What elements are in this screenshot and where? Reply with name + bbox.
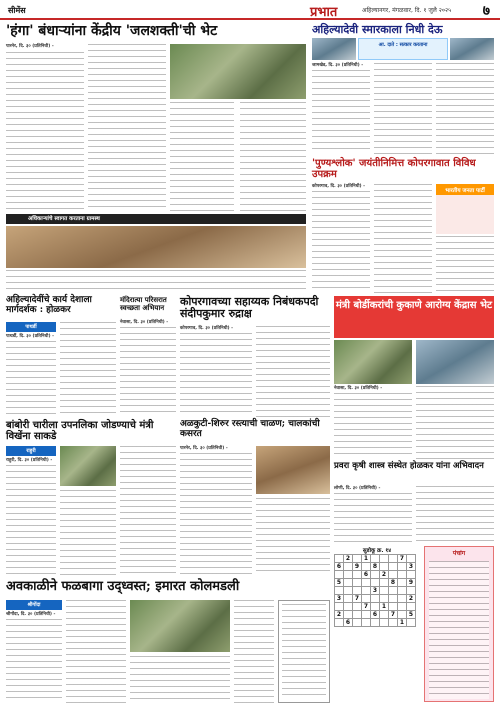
mandir-body [120, 327, 176, 417]
sudoku-cell [398, 563, 407, 571]
rudraksh-body-col2 [256, 326, 330, 417]
kolamdali-body-col1 [6, 619, 62, 703]
sudoku-row [335, 603, 416, 611]
bjp-banner-text: भारतीय जनता पार्टी [445, 188, 485, 194]
mandir-dateline: नेवासा, दि. ३० (प्रतिनिधी) - [120, 320, 169, 325]
newspaper-logo: प्रभात [310, 5, 338, 20]
sudoku-cell [362, 587, 371, 595]
punyashlok-dateline: कोपरगाव, दि. ३० (प्रतिनिधी) - [312, 184, 366, 189]
sudoku-cell [335, 571, 344, 579]
side-note-box [278, 600, 330, 703]
sudoku-cell [362, 595, 371, 603]
jalshakti-dateline: पारनेर, दि. ३० (प्रतिनिधी) - [6, 44, 54, 49]
arogya-headline-box [334, 296, 494, 338]
jalshakti-body-col3 [170, 102, 234, 212]
sudoku-cell [389, 555, 398, 563]
sudoku-cell [407, 571, 416, 579]
arogya-photo-left [334, 340, 412, 384]
bjp-banner [436, 184, 494, 234]
kolamdali-photo [130, 600, 230, 652]
sudoku-cell [380, 579, 389, 587]
holkar-body-col1 [6, 341, 56, 417]
sudoku-cell: 2 [335, 611, 344, 619]
punyashlok-body-col1 [312, 191, 370, 293]
sudoku-row [335, 619, 416, 627]
kolamdali-body-col2 [66, 600, 126, 703]
jalshakti-body-col1 [6, 52, 84, 212]
sudoku-cell: 1 [362, 555, 371, 563]
sudoku-cell: 9 [407, 579, 416, 587]
ahilyadevi-photo-right [450, 38, 494, 60]
arogya-headline: मंत्री बोर्डीकरांची कुकाणे आरोग्य केंद्रास भेट [335, 300, 493, 311]
sudoku-cell: 8 [389, 579, 398, 587]
ahilyadevi-dateline: जामखेड, दि. ३० (प्रतिनिधी) - [312, 63, 364, 68]
sudoku-cell [380, 555, 389, 563]
holkar-headline: अहिल्यादेवींचे कार्य देशाला मार्गदर्शक : होळकर [6, 295, 92, 315]
sudoku-cell [380, 619, 389, 627]
pravara-body-col1 [334, 493, 412, 543]
altkuti-headline: अळकुटी-शिरुर रस्त्याची चाळण; चालकांची कसरत [180, 419, 320, 439]
sudoku-cell [389, 587, 398, 595]
sudoku-cell [398, 603, 407, 611]
ahilyadevi-body-col1 [312, 70, 370, 154]
sudoku-cell [371, 555, 380, 563]
sudoku-cell: 6 [344, 619, 353, 627]
sudoku-row [335, 579, 416, 587]
bambori-body-col1 [6, 465, 56, 575]
sudoku-cell: 7 [389, 611, 398, 619]
ahilyadevi-kicker: आ. दाते : सत्कार करताना [358, 38, 448, 60]
sudoku-cell [353, 571, 362, 579]
jalshakti-photo [170, 44, 306, 99]
altkuti-dateline: पारनेर, दि. ३० (प्रतिनिधी) - [180, 446, 228, 451]
kolamdali-body-col3 [130, 656, 230, 703]
sudoku-cell [344, 587, 353, 595]
sudoku-cell [398, 571, 407, 579]
sudoku-cell [335, 619, 344, 627]
kolamdali-side-heading: श्रीगोंदा [6, 600, 62, 610]
sudoku-cell: 7 [398, 555, 407, 563]
sudoku-cell [335, 587, 344, 595]
sudoku-cell: 6 [371, 611, 380, 619]
sudoku-cell: 3 [335, 595, 344, 603]
sudoku-cell [407, 603, 416, 611]
side-note-body [282, 604, 326, 699]
arogya-photo-right [416, 340, 494, 384]
holkar-side-heading: पाथर्डी [6, 322, 56, 332]
sudoku-cell [407, 587, 416, 595]
bambori-body-col2 [60, 490, 116, 575]
arogya-dateline: नेवासा, दि. ३० (प्रतिनिधी) - [334, 386, 383, 391]
panchang-heading: पंचांग [452, 550, 466, 557]
sudoku-cell [371, 579, 380, 587]
sudoku-cell [344, 571, 353, 579]
sudoku-cell [389, 619, 398, 627]
sudoku-cell: 9 [353, 563, 362, 571]
kolamdali-dateline: श्रीगोंदा, दि. ३० (प्रतिनिधी) - [6, 612, 56, 617]
ahilyadevi-body-col2 [374, 63, 432, 154]
photo-caption-bar: अधिकाऱ्यांचे स्वागत करताना ग्रामस्थ [6, 214, 306, 224]
sudoku-title: सुडोकू क्र. १४ [362, 548, 392, 554]
sudoku-cell [389, 595, 398, 603]
arogya-body-col1 [334, 393, 412, 459]
sudoku-cell [335, 555, 344, 563]
sudoku-row [335, 571, 416, 579]
sudoku-cell: 3 [407, 563, 416, 571]
sudoku-cell [371, 595, 380, 603]
holkar-body-col2 [60, 322, 116, 417]
sudoku-cell [353, 587, 362, 595]
sudoku-cell: 3 [371, 587, 380, 595]
sudoku-cell [380, 563, 389, 571]
sudoku-cell [362, 619, 371, 627]
punyashlok-body-col2 [374, 184, 432, 293]
sudoku-cell [353, 611, 362, 619]
sudoku-cell: 7 [362, 603, 371, 611]
punyashlok-headline: 'पुण्यश्लोक' जयंतीनिमित्त कोपरगावात विविध उपक्रम [312, 158, 476, 180]
sudoku-cell [371, 603, 380, 611]
pravara-body-col2 [416, 486, 494, 543]
jalshakti-headline: 'हंगा' बंधाऱ्यांना केंद्रीय 'जलशक्ती'ची भेट [6, 23, 218, 39]
wide-photo-caption [6, 270, 306, 292]
issue-date: अहिल्यानगर, मंगळवार, दि. १ जुलै २०२५ [362, 7, 452, 14]
sudoku-cell [371, 619, 380, 627]
sudoku-cell [389, 571, 398, 579]
sudoku-cell [353, 555, 362, 563]
sudoku-row [335, 555, 416, 563]
sudoku-cell [344, 603, 353, 611]
sudoku-cell [398, 595, 407, 603]
kolamdali-body-col4 [234, 600, 274, 703]
sudoku-cell [398, 587, 407, 595]
sudoku-cell [344, 595, 353, 603]
sudoku-cell: 1 [380, 603, 389, 611]
altkuti-photo [256, 446, 330, 494]
panchang-body [429, 561, 489, 699]
rudraksh-headline: कोपरगावच्या सहाय्यक निबंधकपदी संदीपकुमार रुद्राक्ष [180, 295, 319, 321]
sudoku-cell [407, 619, 416, 627]
sudoku-cell [371, 571, 380, 579]
sudoku-cell [389, 563, 398, 571]
bambori-dateline: राहुरी, दि. ३० (प्रतिनिधी) - [6, 458, 53, 463]
mandir-headline: मंदिरात्या परिसरात स्वच्छता अभियान [120, 295, 167, 312]
sudoku-cell: 2 [344, 555, 353, 563]
sudoku-cell [344, 579, 353, 587]
kolamdali-headline: अवकाळीने फळबागा उद्ध्वस्त; इमारत कोलमडली [6, 579, 240, 594]
sudoku-cell [353, 619, 362, 627]
sudoku-cell: 1 [398, 619, 407, 627]
ahilyadevi-body-col3 [436, 63, 494, 154]
sudoku-cell: 7 [353, 595, 362, 603]
sudoku-cell [380, 595, 389, 603]
sudoku-cell [380, 611, 389, 619]
pravara-headline: प्रवरा कृषी शास्त्र संस्थेत होळकर यांना अभिवादन [334, 461, 484, 471]
sudoku-cell: 5 [407, 611, 416, 619]
sudoku-cell [398, 611, 407, 619]
panchang-box [424, 546, 494, 702]
holkar-dateline: पाथर्डी, दि. ३० (प्रतिनिधी) - [6, 334, 54, 339]
sudoku-cell [389, 603, 398, 611]
sudoku-row [335, 595, 416, 603]
altkuti-body-col2 [256, 498, 330, 575]
rudraksh-dateline: कोपरगाव, दि. ३० (प्रतिनिधी) - [180, 326, 234, 331]
bambori-photo [60, 446, 116, 486]
sudoku-cell: 2 [407, 595, 416, 603]
bambori-headline: बांबोरी चारीला उपनलिका जोडण्याचे मंत्री विखेंना साकडे [6, 420, 154, 442]
sudoku-cell [353, 579, 362, 587]
jalshakti-body-col4 [240, 102, 306, 212]
sudoku-row [335, 611, 416, 619]
section-label: सीमेंस [8, 6, 26, 15]
sudoku-cell [380, 587, 389, 595]
sudoku-cell [344, 611, 353, 619]
sudoku-cell [362, 611, 371, 619]
ahilyadevi-headline: अहिल्यादेवी स्मारकाला निधी देऊ [312, 23, 443, 36]
bambori-body-col3 [120, 446, 176, 575]
rudraksh-body-col1 [180, 333, 252, 417]
arogya-body-col2 [416, 386, 494, 459]
sudoku-cell [362, 563, 371, 571]
wide-photo [6, 226, 306, 268]
sudoku-cell: 6 [362, 571, 371, 579]
pravara-dateline: लोणी, दि. ३० (प्रतिनिधी) - [334, 486, 381, 491]
bambori-side-heading: राहुरी [6, 446, 56, 456]
ahilyadevi-photo-left [312, 38, 356, 60]
sudoku-row [335, 587, 416, 595]
punyashlok-body-col3 [436, 236, 494, 293]
sudoku-cell [335, 603, 344, 611]
sudoku-cell [353, 603, 362, 611]
jalshakti-body-col2 [88, 44, 166, 212]
sudoku-cell [362, 579, 371, 587]
sudoku-cell: 5 [335, 579, 344, 587]
altkuti-body-col1 [180, 453, 252, 575]
sudoku-row [335, 563, 416, 571]
page-header [0, 0, 500, 20]
sudoku-cell [344, 563, 353, 571]
sudoku-cell: 8 [371, 563, 380, 571]
sudoku-grid [334, 554, 416, 627]
sudoku-cell [398, 579, 407, 587]
page-number: ७ [482, 3, 490, 19]
sudoku-cell: 6 [335, 563, 344, 571]
sudoku-cell [407, 555, 416, 563]
sudoku-cell: 2 [380, 571, 389, 579]
